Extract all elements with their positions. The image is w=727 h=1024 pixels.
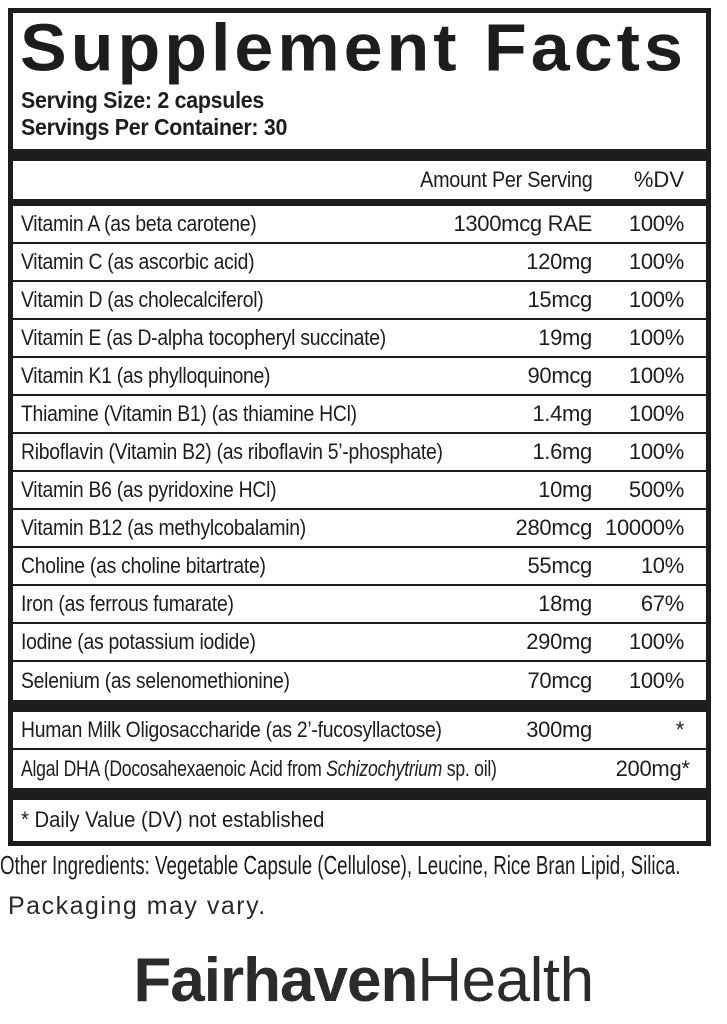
nutrient-name: Algal DHA (Docosahexaenoic Acid from Schizochytrium sp. oil) — [21, 756, 497, 781]
nutrient-amount: 90mcg — [527, 363, 592, 388]
nutrient-dv: 100% — [628, 629, 684, 654]
nutrient-amount: 10mg — [538, 477, 592, 502]
nutrient-dv: 10000% — [605, 515, 684, 540]
nutrient-name: Choline (as choline bitartrate) — [21, 553, 266, 578]
thick-separator-bottom — [13, 788, 706, 800]
nutrient-amount: 1.4mg — [532, 401, 592, 426]
packaging-note: Packaging may vary. — [8, 892, 267, 920]
dv-footnote: * Daily Value (DV) not established — [21, 807, 325, 832]
nutrient-row-vitamin-d — [13, 282, 706, 320]
nutrient-amount: 300mg — [526, 717, 592, 742]
nutrient-name: Human Milk Oligosaccharide (as 2’-fucosyllactose) — [21, 717, 442, 742]
nutrient-row-vitamin-b6 — [13, 472, 706, 510]
brand-name-bold: Fairhaven — [133, 946, 418, 1015]
thick-separator-top — [13, 149, 706, 161]
nutrient-row-riboflavin — [13, 434, 706, 472]
nutrient-name: Selenium (as selenomethionine) — [21, 668, 290, 693]
nutrient-name: Vitamin B6 (as pyridoxine HCl) — [21, 477, 277, 502]
nutrient-row-thiamine — [13, 396, 706, 434]
nutrient-name: Vitamin C (as ascorbic acid) — [21, 249, 255, 274]
nutrient-name: Vitamin B12 (as methylcobalamin) — [21, 515, 306, 540]
nutrient-dv: 500% — [628, 477, 684, 502]
servings-per-container: Servings Per Container: 30 — [21, 114, 288, 140]
nutrient-row-selenium — [13, 662, 706, 700]
nutrient-dv: * — [675, 717, 684, 742]
nutrient-amount: 200mg — [615, 756, 682, 781]
nutrient-row-vitamin-a — [13, 206, 706, 244]
hmo-row — [13, 712, 706, 750]
dha-row — [13, 750, 706, 788]
nutrient-dv: 100% — [628, 211, 684, 236]
nutrient-amount: 18mg — [538, 591, 592, 616]
nutrient-name: Vitamin E (as D-alpha tocopheryl succinate) — [21, 325, 386, 350]
nutrient-dv: 100% — [628, 287, 684, 312]
brand-name-light: Health — [417, 946, 594, 1015]
nutrient-name: Iodine (as potassium iodide) — [21, 629, 256, 654]
nutrient-row-choline — [13, 548, 706, 586]
nutrient-amount: 1300mcg RAE — [453, 211, 592, 236]
nutrient-amount: 120mg — [526, 249, 592, 274]
nutrient-row-vitamin-e — [13, 320, 706, 358]
serving-info — [21, 87, 706, 141]
nutrient-dv: 100% — [628, 401, 684, 426]
nutrient-name: Riboflavin (Vitamin B2) (as riboflavin 5’-phosphate) — [21, 439, 443, 464]
nutrient-dv: 100% — [628, 439, 684, 464]
nutrient-row-vitamin-c — [13, 244, 706, 282]
amount-header: Amount Per Serving — [419, 167, 592, 192]
nutrient-amount: 55mcg — [527, 553, 592, 578]
dv-header: %DV — [633, 167, 684, 192]
nutrient-dv: 100% — [628, 249, 684, 274]
nutrient-amount: 70mcg — [527, 668, 592, 693]
species-name: Schizochytrium — [326, 756, 443, 781]
nutrient-amount: 19mg — [538, 325, 592, 350]
nutrient-row-iron — [13, 586, 706, 624]
nutrient-name: Thiamine (Vitamin B1) (as thiamine HCl) — [21, 401, 357, 426]
nutrient-row-iodine — [13, 624, 706, 662]
nutrient-name: Vitamin K1 (as phylloquinone) — [21, 363, 271, 388]
nutrient-name: Iron (as ferrous fumarate) — [21, 591, 234, 616]
nutrient-amount: 1.6mg — [532, 439, 592, 464]
nutrient-amount: 280mcg — [515, 515, 592, 540]
nutrient-amount: 15mcg — [527, 287, 592, 312]
nutrient-dv: 10% — [640, 553, 684, 578]
nutrient-dv: * — [681, 756, 690, 781]
facts-title — [13, 10, 706, 85]
brand-logo — [0, 945, 727, 1017]
other-ingredients: Other Ingredients: Vegetable Capsule (Cellulose), Leucine, Rice Bran Lipid, Silica. — [0, 850, 681, 880]
nutrient-dv: 100% — [628, 363, 684, 388]
nutrient-name: Vitamin D (as cholecalciferol) — [21, 287, 264, 312]
thick-separator-middle — [13, 700, 706, 712]
nutrient-name: Vitamin A (as beta carotene) — [21, 211, 257, 236]
serving-size: Serving Size: 2 capsules — [21, 87, 264, 113]
nutrient-dv: 100% — [628, 668, 684, 693]
facts-title-text: Supplement Facts — [20, 10, 687, 85]
nutrient-amount: 290mg — [526, 629, 592, 654]
nutrient-dv: 100% — [628, 325, 684, 350]
nutrient-row-vitamin-k1 — [13, 358, 706, 396]
nutrient-row-vitamin-b12 — [13, 510, 706, 548]
column-header-row — [13, 161, 706, 199]
header-separator — [13, 199, 706, 206]
nutrient-dv: 67% — [640, 591, 684, 616]
supplement-facts-panel — [8, 8, 711, 846]
